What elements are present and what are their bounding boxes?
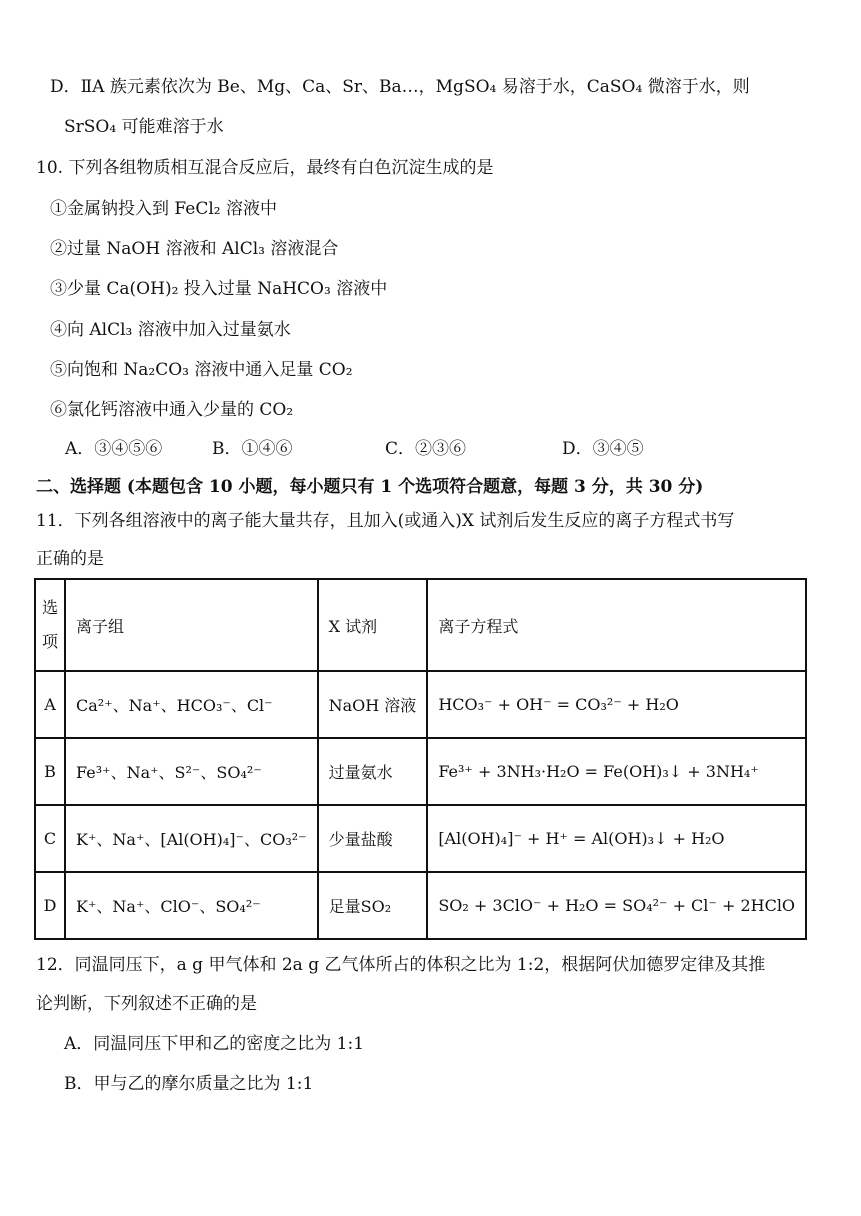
row-equation: [Al(OH)₄]⁻ + H⁺ = Al(OH)₃↓ + H₂O [427,805,806,872]
q10-option-b: B．①④⑥ [212,439,293,459]
q10-item-1: ①金属钠投入到 FeCl₂ 溶液中 [50,199,277,219]
header-reagent: X 试剂 [318,579,428,671]
table-header-row [35,579,806,671]
q12-option-a: A．同温同压下甲和乙的密度之比为 1:1 [64,1034,365,1054]
row-option: B [35,738,65,805]
q11-stem-cont: 正确的是 [36,549,104,569]
row-option: C [35,805,65,872]
q11-stem: 11．下列各组溶液中的离子能大量共存，且加入(或通入)X 试剂后发生反应的离子方程式书写 [36,511,735,531]
q12-stem-cont: 论判断，下列叙述不正确的是 [36,994,257,1014]
row-equation: Fe³⁺ + 3NH₃·H₂O = Fe(OH)₃↓ + 3NH₄⁺ [427,738,806,805]
row-reagent: 足量SO₂ [318,872,428,939]
header-option: 选 项 [35,579,65,671]
q10-option-c: C．②③⑥ [385,439,467,459]
q10-option-a: A．③④⑤⑥ [65,439,163,459]
row-ions: Ca²⁺、Na⁺、HCO₃⁻、Cl⁻ [65,671,318,738]
row-reagent: 少量盐酸 [318,805,428,872]
table-row [35,872,806,939]
q10-item-4: ④向 AlCl₃ 溶液中加入过量氨水 [50,320,291,340]
row-reagent: 过量氨水 [318,738,428,805]
row-reagent: NaOH 溶液 [318,671,428,738]
q11-table [34,578,807,940]
q9-option-d: D．ⅡA 族元素依次为 Be、Mg、Ca、Sr、Ba…，MgSO₄ 易溶于水，CaSO₄ 微溶于水，则 [50,77,750,97]
q12-stem: 12．同温同压下，a g 甲气体和 2a g 乙气体所占的体积之比为 1:2，根据阿伏加德罗定律及其推 [36,955,766,975]
table-row [35,671,806,738]
q9-option-d-cont: SrSO₄ 可能难溶于水 [64,117,224,137]
row-option: D [35,872,65,939]
q10-stem: 10. 下列各组物质相互混合反应后，最终有白色沉淀生成的是 [36,158,494,178]
table-row [35,738,806,805]
q10-item-5: ⑤向饱和 Na₂CO₃ 溶液中通入足量 CO₂ [50,360,353,380]
row-equation: SO₂ + 3ClO⁻ + H₂O = SO₄²⁻ + Cl⁻ + 2HClO [427,872,806,939]
q10-item-3: ③少量 Ca(OH)₂ 投入过量 NaHCO₃ 溶液中 [50,279,388,299]
row-ions: K⁺、Na⁺、ClO⁻、SO₄²⁻ [65,872,318,939]
q10-item-2: ②过量 NaOH 溶液和 AlCl₃ 溶液混合 [50,239,339,259]
q10-option-d: D．③④⑤ [562,439,644,459]
header-equation: 离子方程式 [427,579,806,671]
table-row [35,805,806,872]
section-2-heading: 二、选择题 (本题包含 10 小题，每小题只有 1 个选项符合题意，每题 3 分，共 30 分) [36,477,704,497]
q12-option-b: B．甲与乙的摩尔质量之比为 1:1 [64,1074,314,1094]
row-ions: K⁺、Na⁺、[Al(OH)₄]⁻、CO₃²⁻ [65,805,318,872]
header-ions: 离子组 [65,579,318,671]
q10-item-6: ⑥氯化钙溶液中通入少量的 CO₂ [50,400,294,420]
row-option: A [35,671,65,738]
row-equation: HCO₃⁻ + OH⁻ = CO₃²⁻ + H₂O [427,671,806,738]
row-ions: Fe³⁺、Na⁺、S²⁻、SO₄²⁻ [65,738,318,805]
